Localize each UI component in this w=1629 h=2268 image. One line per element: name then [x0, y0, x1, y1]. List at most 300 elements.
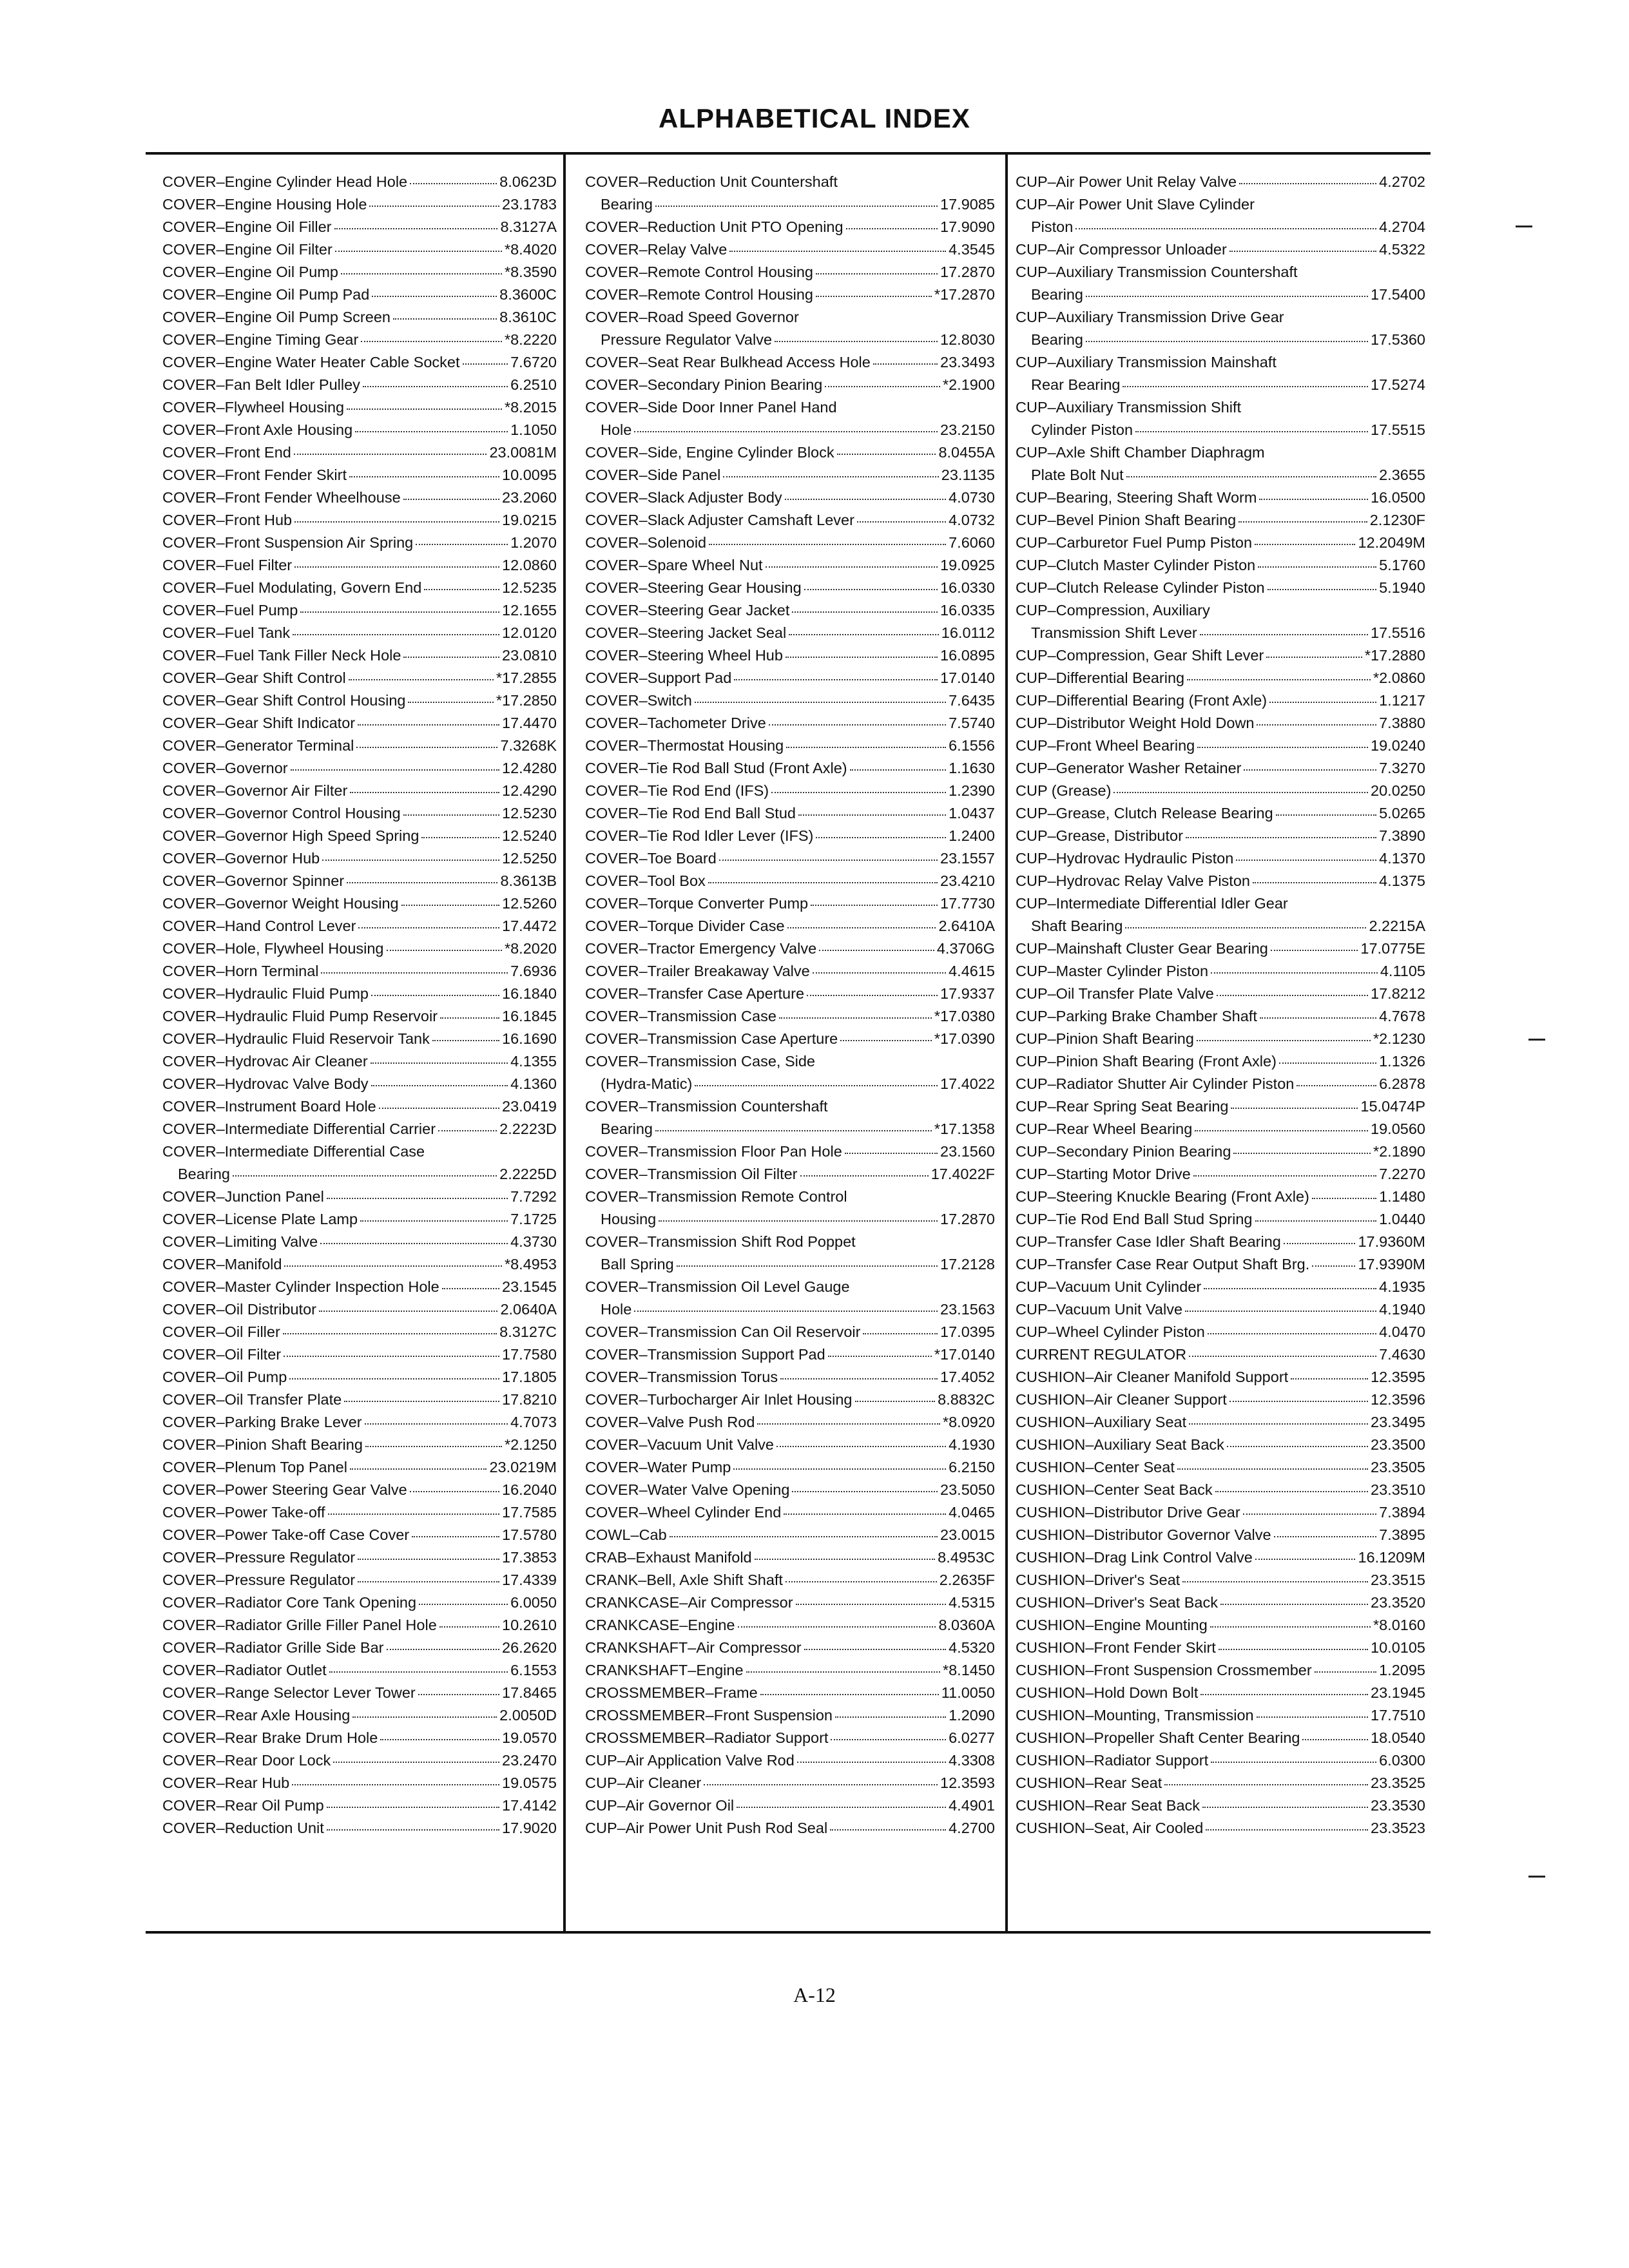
leader-dots [439, 1626, 499, 1628]
entry-name: CUP–Axle Shift Chamber Diaphragm [1016, 444, 1265, 461]
index-entry [162, 1524, 557, 1546]
index-entry [1016, 1637, 1425, 1659]
entry-name: COVER–Engine Oil Pump Screen [162, 309, 390, 325]
entry-reference-number: 4.1930 [949, 1436, 995, 1453]
index-entry [1016, 1682, 1425, 1704]
leader-dots [335, 251, 502, 252]
leader-dots [828, 1356, 932, 1357]
leader-dots [1260, 1017, 1376, 1019]
entry-name: Bearing [601, 1120, 653, 1137]
leader-dots [360, 1220, 508, 1222]
index-entry [162, 1727, 557, 1749]
index-entry [1016, 802, 1425, 825]
index-entry [162, 960, 557, 983]
leader-dots [294, 566, 499, 568]
index-entry [585, 1005, 995, 1028]
entry-name: COVER–Engine Water Heater Cable Socket [162, 354, 460, 370]
leader-dots [1255, 1220, 1377, 1222]
column-divider-2 [1005, 152, 1008, 1934]
entry-name: CUP–Vacuum Unit Valve [1016, 1301, 1183, 1318]
entry-reference-number: 16.0500 [1371, 489, 1425, 506]
entry-reference-number: 4.0732 [949, 512, 995, 528]
leader-dots [371, 995, 499, 996]
entry-name: CUP–Vacuum Unit Cylinder [1016, 1278, 1202, 1295]
leader-dots [1217, 995, 1368, 996]
leader-dots [327, 1198, 508, 1199]
entry-reference-number: 4.2700 [949, 1820, 995, 1836]
leader-dots [1259, 499, 1368, 500]
index-entry [1016, 351, 1425, 374]
entry-reference-number: 23.1783 [502, 196, 557, 213]
index-entry [162, 1140, 557, 1163]
index-entry [585, 960, 995, 983]
entry-name: COVER–Engine Housing Hole [162, 196, 367, 213]
entry-name: COVER–Governor Air Filter [162, 782, 348, 799]
entry-name: COVER–Rear Oil Pump [162, 1797, 324, 1814]
entry-reference-number: 4.3706G [936, 940, 995, 957]
leader-dots [813, 972, 946, 974]
entry-reference-number: 8.3127A [500, 218, 557, 235]
index-entry [585, 329, 995, 351]
entry-name: COVER–Oil Filter [162, 1346, 282, 1363]
index-entry [1016, 689, 1425, 712]
leader-dots [410, 183, 497, 184]
index-column-1 [162, 171, 557, 1840]
entry-reference-number: 6.2878 [1379, 1075, 1425, 1092]
entry-reference-number: 2.2225D [499, 1166, 557, 1182]
entry-reference-number: 4.0730 [949, 489, 995, 506]
index-entry [1016, 1546, 1425, 1569]
leader-dots [327, 1807, 499, 1808]
leader-dots [294, 521, 499, 523]
entry-name: CUSHION–Hold Down Bolt [1016, 1684, 1199, 1701]
entry-reference-number: 12.8030 [940, 331, 995, 348]
entry-reference-number: 6.1553 [510, 1662, 557, 1678]
index-entry [1016, 1366, 1425, 1389]
entry-name: COVER–Rear Hub [162, 1774, 290, 1791]
index-entry [162, 1366, 557, 1389]
leader-dots [294, 454, 487, 455]
entry-name: COVER–Transmission Case, Side [585, 1053, 815, 1070]
entry-reference-number: 17.8212 [1371, 985, 1425, 1002]
index-entry [1016, 1456, 1425, 1479]
entry-reference-number: 17.3853 [502, 1549, 557, 1566]
index-entry [162, 486, 557, 509]
index-entry [1016, 193, 1425, 216]
index-entry [1016, 1749, 1425, 1772]
index-entry [585, 1501, 995, 1524]
leader-dots [1200, 1694, 1368, 1695]
entry-name: COVER–Spare Wheel Nut [585, 557, 763, 573]
leader-dots [355, 431, 508, 432]
index-entry [162, 915, 557, 937]
leader-dots [659, 1220, 938, 1222]
entry-name: COVER–Hydrovac Air Cleaner [162, 1053, 368, 1070]
entry-name: COVER–Fuel Modulating, Govern End [162, 579, 422, 596]
entry-name: CUP–Bearing, Steering Shaft Worm [1016, 489, 1257, 506]
leader-dots [352, 1716, 497, 1718]
index-entry [1016, 1118, 1425, 1140]
entry-name: CUP–Differential Bearing (Front Axle) [1016, 692, 1268, 709]
entry-reference-number: *8.3590 [504, 264, 557, 280]
entry-name: CUP–Distributor Weight Hold Down [1016, 715, 1255, 731]
entry-reference-number: *8.4953 [504, 1256, 557, 1273]
index-entry [1016, 1704, 1425, 1727]
entry-name: COVER–Limiting Valve [162, 1233, 318, 1250]
entry-reference-number: 23.0015 [940, 1526, 995, 1543]
leader-dots [786, 657, 938, 658]
entry-reference-number: 1.1630 [949, 760, 995, 776]
leader-dots [1164, 1784, 1368, 1785]
entry-reference-number: 12.3593 [940, 1774, 995, 1791]
entry-reference-number: 16.0895 [940, 647, 995, 664]
leader-dots [873, 363, 938, 365]
entry-name: COVER–Torque Converter Pump [585, 895, 809, 912]
index-entry [1016, 983, 1425, 1005]
index-entry [1016, 1321, 1425, 1343]
leader-dots [419, 1604, 508, 1605]
index-entry [1016, 554, 1425, 577]
index-entry [585, 1479, 995, 1501]
index-entry [585, 1118, 995, 1140]
entry-name: COVER–Engine Cylinder Head Hole [162, 173, 408, 190]
leader-dots [233, 1175, 497, 1177]
leader-dots [792, 1491, 938, 1492]
entry-name: COVER–Transmission Oil Level Gauge [585, 1278, 850, 1295]
index-entry [162, 1546, 557, 1569]
entry-reference-number: 17.5515 [1371, 421, 1425, 438]
leader-dots [634, 431, 938, 432]
leader-dots [438, 1130, 497, 1131]
entry-reference-number: 23.1557 [940, 850, 995, 867]
leader-dots [1113, 792, 1368, 793]
entry-reference-number: 12.1655 [502, 602, 557, 619]
leader-dots [1206, 1829, 1368, 1831]
entry-reference-number: 4.2704 [1379, 218, 1425, 235]
leader-dots [1312, 1198, 1376, 1199]
index-entry [162, 509, 557, 532]
entry-reference-number: 1.2400 [949, 827, 995, 844]
entry-name: Cylinder Piston [1031, 421, 1133, 438]
entry-name: CUP–Master Cylinder Piston [1016, 963, 1209, 979]
entry-reference-number: 7.2270 [1379, 1166, 1425, 1182]
entry-reference-number: 16.1209M [1358, 1549, 1425, 1566]
leader-dots [365, 1423, 508, 1425]
entry-name: COVER–Torque Divider Case [585, 918, 785, 934]
leader-dots [1266, 657, 1362, 658]
entry-reference-number: 12.3595 [1371, 1369, 1425, 1385]
leader-dots [321, 972, 508, 974]
entry-name: CUSHION–Auxiliary Seat Back [1016, 1436, 1224, 1453]
index-entry [1016, 261, 1425, 284]
entry-name: COVER–Transmission Case [585, 1008, 776, 1024]
index-entry [1016, 1050, 1425, 1073]
entry-reference-number: *2.1890 [1373, 1143, 1425, 1160]
entry-reference-number: *8.2220 [504, 331, 557, 348]
index-entry [585, 1276, 995, 1298]
entry-name: CUSHION–Radiator Support [1016, 1752, 1209, 1769]
index-entry [585, 193, 995, 216]
entry-reference-number: 10.0095 [502, 466, 557, 483]
entry-name: COVER–Power Steering Gear Valve [162, 1481, 407, 1498]
entry-reference-number: 8.3600C [499, 286, 557, 303]
leader-dots [350, 792, 499, 793]
leader-dots [1186, 837, 1376, 838]
entry-reference-number: *2.0860 [1373, 669, 1425, 686]
index-entry [1016, 644, 1425, 667]
entry-name: CURRENT REGULATOR [1016, 1346, 1187, 1363]
leader-dots [835, 1716, 946, 1718]
entry-name: COVER–Front Hub [162, 512, 293, 528]
leader-dots [1215, 1491, 1368, 1492]
entry-reference-number: 4.1360 [510, 1075, 557, 1092]
entry-name: CUP–Clutch Master Cylinder Piston [1016, 557, 1256, 573]
leader-dots [757, 1423, 940, 1425]
entry-reference-number: 17.9337 [940, 985, 995, 1002]
entry-reference-number: 17.5780 [502, 1526, 557, 1543]
entry-name: CUSHION–Driver's Seat [1016, 1571, 1181, 1588]
leader-dots [401, 905, 499, 906]
index-entry [585, 689, 995, 712]
entry-reference-number: 16.1840 [502, 985, 557, 1002]
entry-reference-number: 23.3493 [940, 354, 995, 370]
index-entry [1016, 419, 1425, 441]
entry-reference-number: *17.2850 [496, 692, 557, 709]
index-entry [1016, 1028, 1425, 1050]
index-entry [585, 644, 995, 667]
leader-dots [1185, 1311, 1376, 1312]
entry-name: CUP–Auxiliary Transmission Shift [1016, 399, 1241, 416]
leader-dots [1302, 1739, 1368, 1740]
entry-name: COVER–Transmission Oil Filter [585, 1166, 798, 1182]
index-entry [1016, 1231, 1425, 1253]
bottom-rule [146, 1931, 1431, 1934]
leader-dots [1086, 296, 1368, 297]
entry-name: COVER–Transfer Case Aperture [585, 985, 805, 1002]
entry-name: COVER–Reduction Unit [162, 1820, 324, 1836]
entry-reference-number: 4.5322 [1379, 241, 1425, 258]
entry-reference-number: 17.9085 [940, 196, 995, 213]
entry-name: COVER–Gear Shift Control Housing [162, 692, 406, 709]
index-entry [1016, 667, 1425, 689]
index-entry [1016, 960, 1425, 983]
leader-dots [800, 1175, 929, 1177]
index-entry [162, 1501, 557, 1524]
entry-name: COVER–Solenoid [585, 534, 707, 551]
entry-reference-number: *8.1450 [942, 1662, 995, 1678]
index-column-3 [1016, 171, 1425, 1840]
entry-name: COVER–Tachometer Drive [585, 715, 766, 731]
index-entry [1016, 171, 1425, 193]
leader-dots [371, 1062, 508, 1064]
index-entry [585, 284, 995, 306]
leader-dots [334, 228, 498, 229]
leader-dots [1239, 521, 1367, 523]
leader-dots [831, 1739, 946, 1740]
entry-name: CUP–Steering Knuckle Bearing (Front Axle) [1016, 1188, 1309, 1205]
entry-reference-number: 12.5240 [502, 827, 557, 844]
leader-dots [837, 454, 936, 455]
entry-name: COVER–Switch [585, 692, 692, 709]
entry-reference-number: 4.0465 [949, 1504, 995, 1521]
index-entry [1016, 1614, 1425, 1637]
entry-reference-number: 12.0860 [502, 557, 557, 573]
entry-name: CUSHION–Front Fender Skirt [1016, 1639, 1216, 1656]
entry-name: CUSHION–Propeller Shaft Center Bearing [1016, 1729, 1300, 1746]
entry-reference-number: 7.6060 [949, 534, 995, 551]
index-entry [162, 1817, 557, 1840]
entry-name: CUP–Rear Spring Seat Bearing [1016, 1098, 1229, 1115]
entry-name: COVER–Vacuum Unit Valve [585, 1436, 774, 1453]
index-entry [1016, 1163, 1425, 1186]
index-entry [585, 915, 995, 937]
entry-reference-number: 4.2702 [1379, 173, 1425, 190]
index-entry [585, 1140, 995, 1163]
entry-name: Hole [601, 1301, 632, 1318]
entry-name: COVER–Transmission Countershaft [585, 1098, 828, 1115]
entry-reference-number: 7.3268K [500, 737, 557, 754]
entry-reference-number: *17.2855 [496, 669, 557, 686]
index-entry [162, 396, 557, 419]
leader-dots [863, 1333, 938, 1334]
entry-reference-number: 12.4280 [502, 760, 557, 776]
index-entry [1016, 622, 1425, 644]
index-entry [1016, 238, 1425, 261]
entry-name: CUP–Intermediate Differential Idler Gear [1016, 895, 1288, 912]
index-entry [585, 667, 995, 689]
leader-dots [320, 1243, 508, 1244]
index-entry [162, 847, 557, 870]
leader-dots [1257, 724, 1376, 726]
entry-reference-number: *8.2020 [504, 940, 557, 957]
leader-dots [1257, 1716, 1368, 1718]
leader-dots [746, 1671, 940, 1673]
entry-name: CUP–Air Compressor Unloader [1016, 241, 1227, 258]
entry-name: COVER–Fan Belt Idler Pulley [162, 376, 360, 393]
index-entry [162, 1276, 557, 1298]
entry-name: COVER–Horn Terminal [162, 963, 319, 979]
entry-reference-number: 17.5274 [1371, 376, 1425, 393]
index-entry [1016, 1276, 1425, 1298]
entry-name: CUP–Carburetor Fuel Pump Piston [1016, 534, 1253, 551]
entry-reference-number: 23.3510 [1371, 1481, 1425, 1498]
leader-dots [344, 1401, 499, 1402]
entry-name: COVER–Steering Gear Jacket [585, 602, 790, 619]
entry-name: COVER–Front Axle Housing [162, 421, 353, 438]
entry-reference-number: 23.2470 [502, 1752, 557, 1769]
index-entry [162, 284, 557, 306]
index-entry [585, 1682, 995, 1704]
leader-dots [365, 1446, 502, 1447]
entry-reference-number: 4.3545 [949, 241, 995, 258]
entry-name: COVER–Fuel Pump [162, 602, 298, 619]
entry-name: COVER–Governor Control Housing [162, 805, 401, 822]
leader-dots [1135, 431, 1368, 432]
entry-reference-number: *2.1900 [942, 376, 995, 393]
index-entry [162, 1682, 557, 1704]
entry-name: COVER–Remote Control Housing [585, 264, 813, 280]
entry-reference-number: *8.0160 [1373, 1617, 1425, 1633]
leader-dots [284, 1265, 502, 1267]
entry-name: CRAB–Exhaust Manifold [585, 1549, 752, 1566]
entry-reference-number: 4.1370 [1379, 850, 1425, 867]
leader-dots [1219, 1649, 1368, 1650]
leader-dots [1125, 927, 1366, 928]
entry-reference-number: 12.4290 [502, 782, 557, 799]
leader-dots [1193, 1175, 1376, 1177]
entry-reference-number: 17.8210 [502, 1391, 557, 1408]
entry-reference-number: *17.1358 [934, 1120, 995, 1137]
leader-dots [1123, 386, 1368, 387]
entry-reference-number: 16.0335 [940, 602, 995, 619]
entry-reference-number: 18.0540 [1371, 1729, 1425, 1746]
index-entry [162, 1253, 557, 1276]
entry-reference-number: 12.5260 [502, 895, 557, 912]
index-entry [585, 1298, 995, 1321]
entry-reference-number: 19.0240 [1371, 737, 1425, 754]
entry-name: COVER–Tool Box [585, 872, 706, 889]
index-entry [1016, 532, 1425, 554]
entry-reference-number: 1.1050 [510, 421, 557, 438]
index-entry [1016, 1186, 1425, 1208]
index-entry [585, 1366, 995, 1389]
index-entry [1016, 1817, 1425, 1840]
entry-name: CUP–Air Governor Oil [585, 1797, 735, 1814]
index-entry [1016, 735, 1425, 757]
entry-reference-number: 23.1563 [940, 1301, 995, 1318]
entry-reference-number: *2.1230 [1373, 1030, 1425, 1047]
entry-reference-number: 7.3880 [1379, 715, 1425, 731]
entry-name: COVER–Tractor Emergency Valve [585, 940, 817, 957]
entry-name: CUP–Air Application Valve Rod [585, 1752, 795, 1769]
leader-dots [670, 1536, 938, 1537]
entry-name: COVER–Seat Rear Bulkhead Access Hole [585, 354, 871, 370]
index-entry [585, 1186, 995, 1208]
entry-name: COVER–Gear Shift Control [162, 669, 346, 686]
index-entry [1016, 1073, 1425, 1095]
index-entry [585, 1727, 995, 1749]
entry-reference-number: 17.7730 [940, 895, 995, 912]
entry-reference-number: 10.2610 [502, 1617, 557, 1633]
leader-dots [358, 1559, 499, 1560]
entry-name: CUP–Mainshaft Cluster Gear Bearing [1016, 940, 1268, 957]
entry-reference-number: 23.3515 [1371, 1571, 1425, 1588]
leader-dots [811, 905, 938, 906]
leader-dots [816, 837, 946, 838]
leader-dots [322, 860, 499, 861]
leader-dots [1197, 747, 1368, 748]
entry-name: COVER–Side, Engine Cylinder Block [585, 444, 834, 461]
entry-name: CUP–Hydrovac Hydraulic Piston [1016, 850, 1234, 867]
leader-dots [857, 521, 946, 523]
index-entry [585, 735, 995, 757]
leader-dots [708, 882, 938, 883]
entry-name: COVER–Master Cylinder Inspection Hole [162, 1278, 439, 1295]
leader-dots [733, 1468, 946, 1470]
entry-name: CUSHION–Rear Seat Back [1016, 1797, 1200, 1814]
entry-name: COVER–Hole, Flywheel Housing [162, 940, 384, 957]
top-rule [146, 152, 1431, 155]
entry-reference-number: 7.4630 [1379, 1346, 1425, 1363]
entry-name: CRANKCASE–Engine [585, 1617, 735, 1633]
entry-name: CUP–Air Power Unit Slave Cylinder [1016, 196, 1255, 213]
index-entry [585, 1343, 995, 1366]
entry-reference-number: 23.0810 [502, 647, 557, 664]
entry-name: CUSHION–Auxiliary Seat [1016, 1414, 1187, 1430]
index-entry [162, 1591, 557, 1614]
entry-name: COVER–Power Take-off Case Cover [162, 1526, 410, 1543]
entry-name: CUSHION–Rear Seat [1016, 1774, 1162, 1791]
